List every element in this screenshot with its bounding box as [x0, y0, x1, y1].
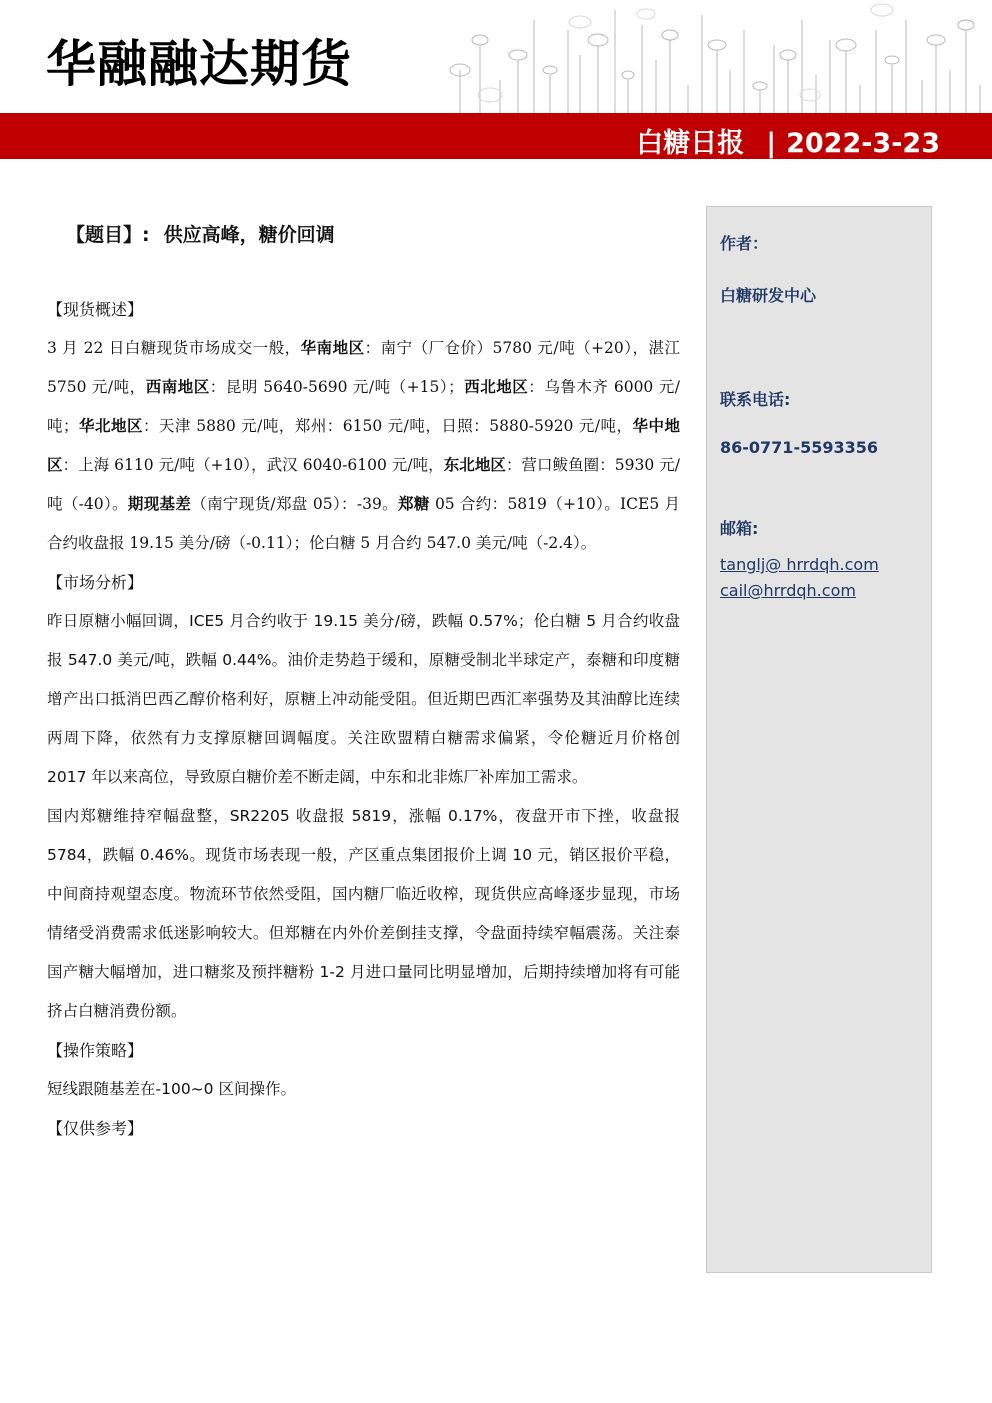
phone-label: 联系电话: [720, 390, 791, 409]
strategy-heading: 【操作策略】 [47, 1041, 144, 1060]
email-link-2[interactable]: cail@hrrdqh.com [720, 581, 856, 600]
report-date: 2022-3-23 [786, 128, 940, 159]
spot-heading: 【现货概述】 [47, 300, 144, 319]
zhengzhou-sugar-label: 郑糖 [398, 495, 430, 513]
analysis-heading: 【市场分析】 [47, 573, 144, 592]
author-name: 白糖研发中心 [720, 286, 817, 305]
report-body [47, 290, 680, 1148]
phone-number: 86-0771-5593356 [720, 438, 879, 457]
spot-text: （南宁现货/郑盘 05）：-39。 [191, 495, 399, 513]
spot-text: ：南宁（厂仓价）5780 元/吨（+20），湛江 5750 元/吨， [47, 339, 680, 396]
basis-label: 期现基差 [127, 495, 192, 513]
spot-text: ：上海 6110 元/吨（+10），武汉 6040-6100 元/吨， [62, 456, 444, 474]
author-label: 作者： [720, 234, 769, 253]
region-label: 华北地区 [78, 417, 143, 435]
topic-label: 【题目】: [66, 224, 150, 246]
topic-line [66, 220, 335, 247]
contact-sidebar [706, 206, 932, 1273]
company-logo-text: 华融融达期货 [46, 35, 352, 93]
title-separator: | [766, 128, 777, 159]
spot-paragraph [47, 329, 680, 563]
spot-text: ：营口鲅鱼圈：5930 元/吨（-40）。 [47, 456, 680, 513]
decorative-bubble-graphic [430, 0, 992, 113]
spot-text: 3 月 22 日白糖现货市场成交一般， [47, 339, 301, 357]
region-label: 西南地区 [145, 378, 210, 396]
analysis-paragraph-2: 国内郑糖维持窄幅盘整，SR2205 收盘报 5819，涨幅 0.17%，夜盘开市下挫，收盘报 5784，跌幅 0.46%。现货市场表现一般，产区重点集团报价上调 10 元，销区报价平稳，中间商持观望态度。物流环节依然受阻，国内糖厂临近收榨，现货供应高峰逐步显现，市场情绪受消费需求低迷影响较大。但郑糖在内外价差倒挂支撑，令盘面持续窄幅震荡。关注泰国产糖大幅增加，进口糖浆及预拌糖粉 1-2 月进口量同比明显增加，后期持续增加将有可能挤占白糖消费份额。 [47, 807, 680, 1020]
report-header [0, 0, 992, 160]
spot-text: ：乌鲁木齐 6000 元/吨； [47, 378, 680, 435]
region-label: 华中地区 [47, 417, 680, 474]
report-name: 白糖日报 [636, 128, 745, 159]
region-label: 西北地区 [463, 378, 529, 396]
spot-text: 05 合约：5819（+10）。ICE5 月合约收盘报 19.15 美分/磅（-0.11）；伦白糖 5 月合约 547.0 美元/吨（-2.4）。 [47, 495, 680, 552]
reference-heading: 【仅供参考】 [47, 1119, 144, 1138]
spot-text: ：天津 5880 元/吨，郑州：6150 元/吨，日照：5880-5920 元/吨， [142, 417, 633, 435]
analysis-paragraph-1: 昨日原糖小幅回调，ICE5 月合约收于 19.15 美分/磅，跌幅 0.57%；伦白糖 5 月合约收盘报 547.0 美元/吨，跌幅 0.44%。油价走势趋于缓和，原糖受制北半球定产，泰糖和印度糖增产出口抵消巴西乙醇价格利好，原糖上冲动能受阻。但近期巴西汇率强势及其油醇比连续两周下降，依然有力支撑原糖回调幅度。关注欧盟精白糖需求偏紧，令伦糖近月价格创 2017 年以来高位，导致原白糖价差不断走阔，中东和北非炼厂补库加工需求。 [47, 612, 680, 786]
report-title [636, 121, 940, 160]
topic-title: 供应高峰，糖价回调 [163, 224, 335, 246]
spot-text: ：昆明 5640-5690 元/吨（+15）； [209, 378, 464, 396]
region-label: 东北地区 [443, 456, 506, 474]
email-label: 邮箱: [720, 519, 759, 538]
region-label: 华南地区 [300, 339, 365, 357]
email-link-1[interactable]: tanglj@ hrrdqh.com [720, 555, 879, 574]
strategy-text: 短线跟随基差在-100~0 区间操作。 [47, 1080, 296, 1098]
